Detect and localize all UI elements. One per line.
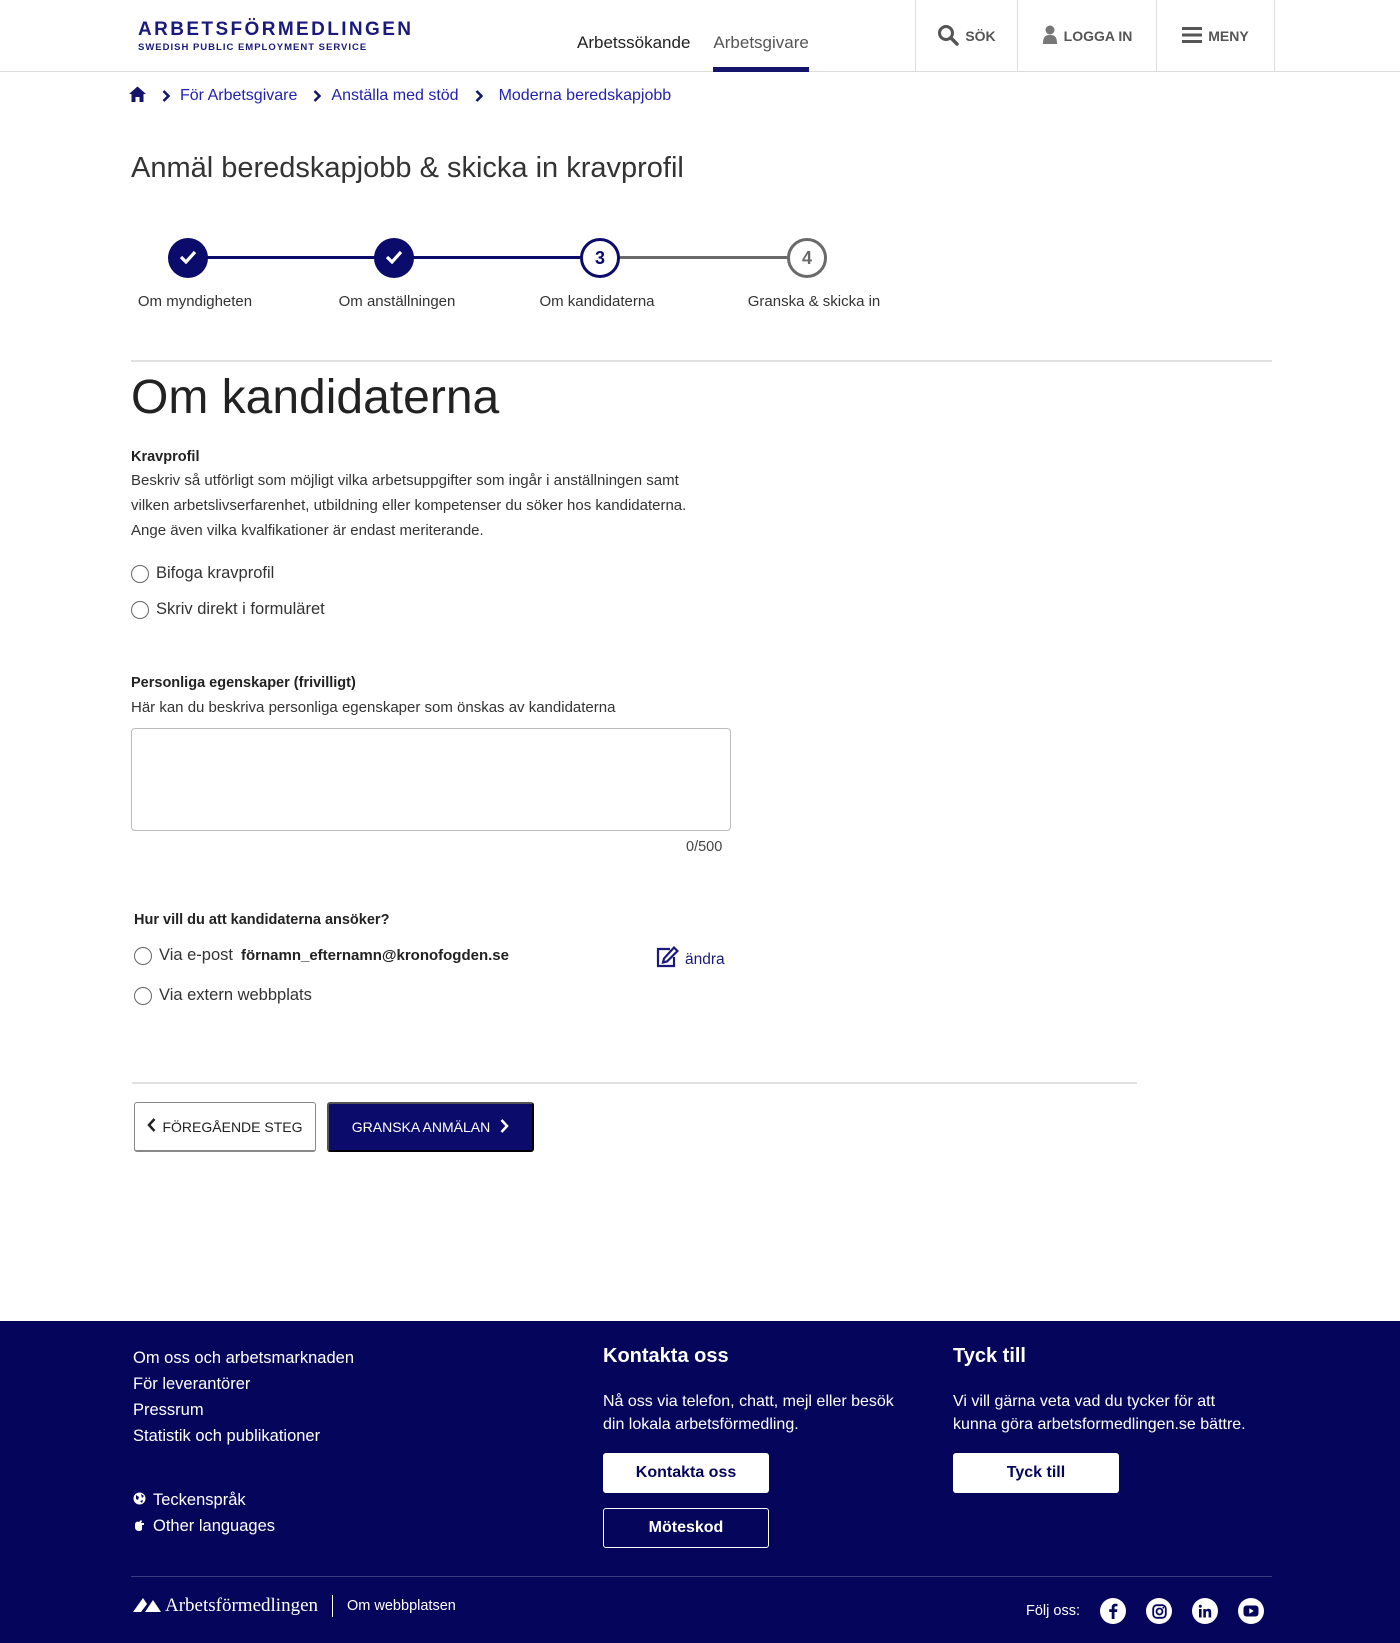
site-logo[interactable] — [138, 20, 413, 53]
footer-wordmark[interactable]: Arbetsförmedlingen — [165, 1595, 319, 1616]
site-header — [0, 0, 1400, 72]
previous-step-button[interactable] — [134, 1102, 316, 1152]
footer-divider — [131, 1576, 1272, 1577]
personal-traits-label: Personliga egenskaper (frivilligt) — [131, 675, 356, 691]
chevron-right-icon — [475, 90, 483, 102]
footer-link-om-oss[interactable]: Om oss och arbetsmarknaden — [133, 1349, 355, 1367]
chevron-left-icon — [147, 1118, 156, 1135]
sign-language-label: Teckenspråk — [153, 1491, 246, 1509]
feedback-text — [953, 1390, 1246, 1436]
instagram-icon[interactable] — [1146, 1598, 1172, 1624]
tab-arbetssokande[interactable]: Arbetssökande — [577, 33, 691, 52]
step-3-label: Om kandidaterna — [539, 293, 655, 310]
footer-bottom-left — [133, 1595, 456, 1617]
tab-arbetsgivare[interactable]: Arbetsgivare — [713, 0, 808, 72]
radio-skriv-direkt[interactable] — [131, 600, 325, 619]
step-1-circle — [168, 238, 208, 278]
logo-main-text: ARBETSFÖRMEDLINGEN — [138, 19, 414, 40]
arbetsformedlingen-logo-icon[interactable] — [133, 1596, 161, 1617]
radio-button[interactable] — [131, 601, 149, 619]
chevron-right-icon — [500, 1119, 509, 1136]
footer-contact — [603, 1345, 894, 1563]
contact-button[interactable]: Kontakta oss — [603, 1453, 769, 1493]
chevron-right-icon — [313, 90, 321, 102]
radio-button[interactable] — [131, 565, 149, 583]
feedback-button[interactable]: Tyck till — [953, 1453, 1119, 1493]
feedback-text-line: Vi vill gärna veta vad du tycker för att — [953, 1393, 1216, 1410]
footer-links — [133, 1345, 354, 1449]
other-languages-link[interactable] — [133, 1513, 275, 1539]
login-button[interactable] — [1018, 0, 1157, 72]
hamburger-icon — [1182, 26, 1202, 47]
login-label: LOGGA IN — [1063, 28, 1133, 44]
sign-language-link[interactable] — [133, 1487, 275, 1513]
edit-email-link[interactable] — [655, 946, 725, 973]
step-2-label: Om anställningen — [338, 293, 456, 310]
progress-stepper — [131, 236, 931, 316]
hand-icon — [133, 1513, 153, 1539]
breadcrumb-moderna-beredskapjobb[interactable]: Moderna beredskapjobb — [498, 87, 672, 104]
radio-label: Via e-post — [159, 946, 233, 964]
breadcrumb-for-arbetsgivare[interactable]: För Arbetsgivare — [180, 87, 298, 104]
about-site-link[interactable]: Om webbplatsen — [347, 1598, 456, 1614]
feedback-text-line: kunna göra arbetsformedlingen.se bättre. — [953, 1416, 1246, 1433]
kravprofil-help — [131, 468, 686, 543]
edit-label: ändra — [685, 950, 725, 968]
search-button[interactable] — [916, 0, 1018, 72]
menu-button[interactable] — [1157, 0, 1275, 72]
contact-text — [603, 1390, 894, 1436]
radio-label: Bifoga kravprofil — [156, 564, 275, 582]
radio-via-epost[interactable] — [134, 946, 509, 965]
apply-method-label: Hur vill du att kandidaterna ansöker? — [134, 912, 390, 928]
home-icon[interactable] — [129, 86, 146, 107]
footer-link-pressrum[interactable]: Pressrum — [133, 1401, 204, 1419]
meeting-code-button[interactable]: Möteskod — [603, 1508, 769, 1548]
menu-label: MENY — [1208, 28, 1249, 44]
linkedin-icon[interactable] — [1192, 1598, 1218, 1624]
globe-icon — [133, 1487, 153, 1513]
review-button[interactable] — [327, 1102, 534, 1152]
previous-step-label: FÖREGÅENDE STEG — [162, 1118, 303, 1135]
contact-title: Kontakta oss — [603, 1345, 729, 1367]
footer-link-leverantorer[interactable]: För leverantörer — [133, 1375, 251, 1393]
radio-button[interactable] — [134, 947, 152, 965]
facebook-icon[interactable] — [1100, 1598, 1126, 1624]
radio-button[interactable] — [134, 987, 152, 1005]
social-links — [1026, 1598, 1284, 1624]
other-languages-label: Other languages — [153, 1517, 276, 1535]
search-label: SÖK — [965, 28, 996, 44]
breadcrumb — [129, 84, 671, 108]
logo-sub-text: SWEDISH PUBLIC EMPLOYMENT SERVICE — [138, 42, 368, 53]
section-title: Om kandidaterna — [131, 371, 500, 424]
radio-label: Via extern webbplats — [159, 986, 312, 1004]
kravprofil-label: Kravprofil — [131, 449, 200, 465]
personal-traits-textarea[interactable] — [131, 728, 731, 831]
step-4-circle: 4 — [787, 238, 827, 278]
checkmark-icon — [385, 248, 403, 269]
radio-label: Skriv direkt i formuläret — [156, 600, 325, 618]
site-footer — [0, 1321, 1400, 1643]
kravprofil-help-line: Ange även vilka kvalfikationer är endast meriterande. — [131, 522, 484, 539]
follow-label: Följ oss: — [1026, 1603, 1080, 1619]
kravprofil-help-line: Beskriv så utförligt som möjligt vilka arbetsuppgifter som ingår i anställningen samt — [131, 472, 679, 489]
footer-link-statistik[interactable]: Statistik och publikationer — [133, 1427, 321, 1445]
personal-traits-help: Här kan du beskriva personliga egenskaper som önskas av kandidaterna — [131, 699, 616, 716]
radio-via-extern-webbplats[interactable] — [134, 986, 312, 1005]
section-divider — [131, 360, 1272, 362]
form-divider — [132, 1082, 1137, 1084]
user-icon — [1042, 25, 1058, 47]
kravprofil-help-line: vilken arbetslivserfarenhet, utbildning eller kompetenser du söker hos kandidaterna. — [131, 497, 687, 514]
audience-nav — [577, 0, 832, 72]
email-value: förnamn_efternamn@kronofogden.se — [241, 947, 509, 964]
edit-icon — [655, 946, 679, 973]
chevron-right-icon — [162, 90, 170, 102]
footer-feedback — [953, 1345, 1246, 1508]
footer-separator — [332, 1595, 333, 1617]
character-counter: 0/500 — [686, 839, 723, 855]
step-4-label: Granska & skicka in — [747, 293, 881, 310]
step-3-circle: 3 — [580, 238, 620, 278]
search-icon — [937, 24, 959, 49]
radio-bifoga-kravprofil[interactable] — [131, 564, 274, 583]
feedback-title: Tyck till — [953, 1345, 1026, 1367]
checkmark-icon — [179, 248, 197, 269]
step-2-circle — [374, 238, 414, 278]
contact-text-line: Nå oss via telefon, chatt, mejl eller besök — [603, 1393, 894, 1410]
contact-text-line: din lokala arbetsförmedling. — [603, 1416, 799, 1433]
utility-nav — [915, 0, 1275, 72]
language-links — [133, 1487, 275, 1539]
youtube-icon[interactable] — [1238, 1598, 1264, 1624]
breadcrumb-anstalla-med-stod[interactable]: Anställa med stöd — [331, 87, 459, 104]
step-1-label: Om myndigheten — [137, 293, 253, 310]
page-title: Anmäl beredskapjobb & skicka in kravprofil — [131, 152, 684, 184]
review-label: GRANSKA ANMÄLAN — [351, 1119, 491, 1135]
